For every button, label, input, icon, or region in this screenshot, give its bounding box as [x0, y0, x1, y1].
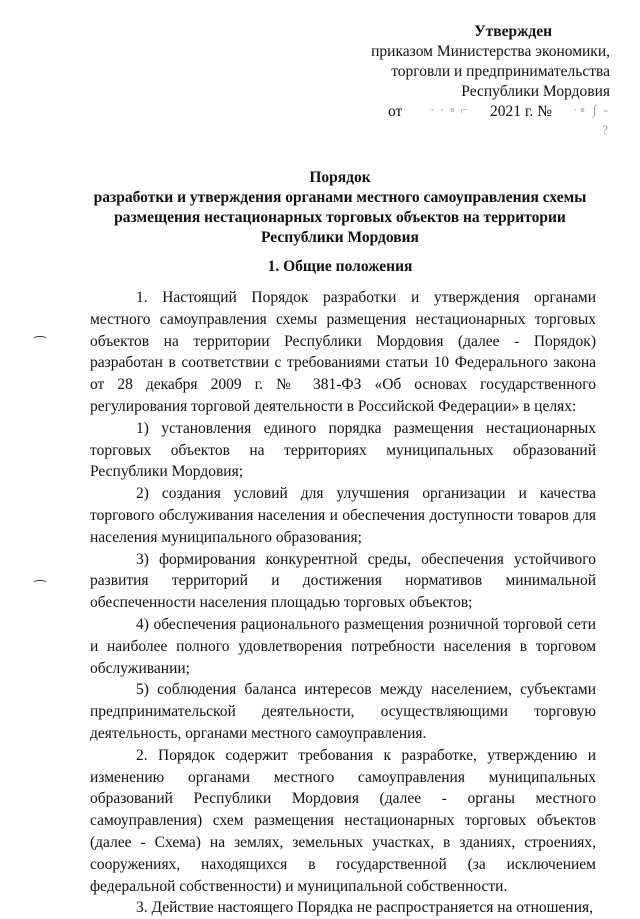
document-title-line-3: размещения нестационарных торговых объектов на территории: [114, 209, 566, 226]
paragraph-2: 2. Порядок содержит требования к разработке, утверждению и изменению органами местного самоуправления муниципальных образований Республики Мордовия (далее - органы местного самоуправления) схем размещения нестационарных торговых объектов (далее - Схема) на землях, земельных участках, в зданиях, строениях, сооружениях, находящихся в государственной (за исключением федеральной собственности) и муниципальной собственности.: [90, 746, 596, 895]
approval-line-2: торговли и предпринимательства: [391, 63, 610, 80]
handwritten-date-stamp: · · ∘ ⌐: [430, 102, 470, 117]
paragraph-3: 3. Действие настоящего Порядка не распространяется на отношения,: [136, 899, 594, 917]
scan-hole-mark-top: [33, 336, 47, 341]
scan-hole-mark-middle: [33, 580, 47, 585]
approval-date-line: [330, 102, 610, 137]
document-title-line-1: Порядок: [309, 169, 371, 186]
approval-year-number: 2021 г. №: [490, 103, 553, 120]
approval-line-3: Республики Мордовия: [461, 83, 610, 100]
document-body: [90, 287, 596, 919]
document-title-line-4: Республики Мордовия: [261, 229, 419, 246]
paragraph-1-item-5: 5) соблюдения баланса интересов между населением, субъектами предпринимательской деятельности, осуществляющими торговую деятельность, органами местного самоуправления.: [90, 681, 596, 742]
section-heading: 1. Общие положения: [267, 258, 413, 275]
paragraph-1-item-3: 3) формирования конкурентной среды, обеспечения устойчивого развития территорий и достижения нормативов минимальной обеспеченности населения площадью торговых объектов;: [90, 550, 596, 612]
document-title-line-2: разработки и утверждения органами местного самоуправления схемы: [93, 189, 587, 206]
handwritten-number-stamp: ·∘ ∫ - ?: [572, 102, 610, 137]
document-title: [80, 168, 600, 248]
approval-title: Утвержден: [474, 23, 552, 40]
paragraph-1-item-2: 2) создания условий для улучшения организации и качества торгового обслуживания населения и обеспечения доступности товаров для населения муниципального образования;: [90, 485, 596, 546]
paragraph-1: 1. Настоящий Порядок разработки и утверждения органами местного самоуправления схемы размещения нестационарных торговых объектов на территории Республики Мордовия (далее - Порядок) разработан в соответствии с требованиями статьи 10 Федерального закона от 28 декабря 2009 г. № 381-ФЗ «Об основах государственного регулирования торговой деятельности в Российской Федерации» в целях:: [90, 289, 596, 415]
approval-date-prefix: от: [388, 103, 403, 120]
paragraph-1-item-1: 1) установления единого порядка размещения нестационарных торговых объектов на территориях муниципальных образований Республики Мордовия;: [90, 419, 596, 481]
paragraph-1-item-4: 4) обеспечения рационального размещения розничной торговой сети и наиболее полного удовлетворения потребности населения в торговом обслуживании;: [90, 615, 596, 677]
approval-block: [330, 22, 610, 137]
approval-line-1: приказом Министерства экономики,: [371, 43, 610, 60]
